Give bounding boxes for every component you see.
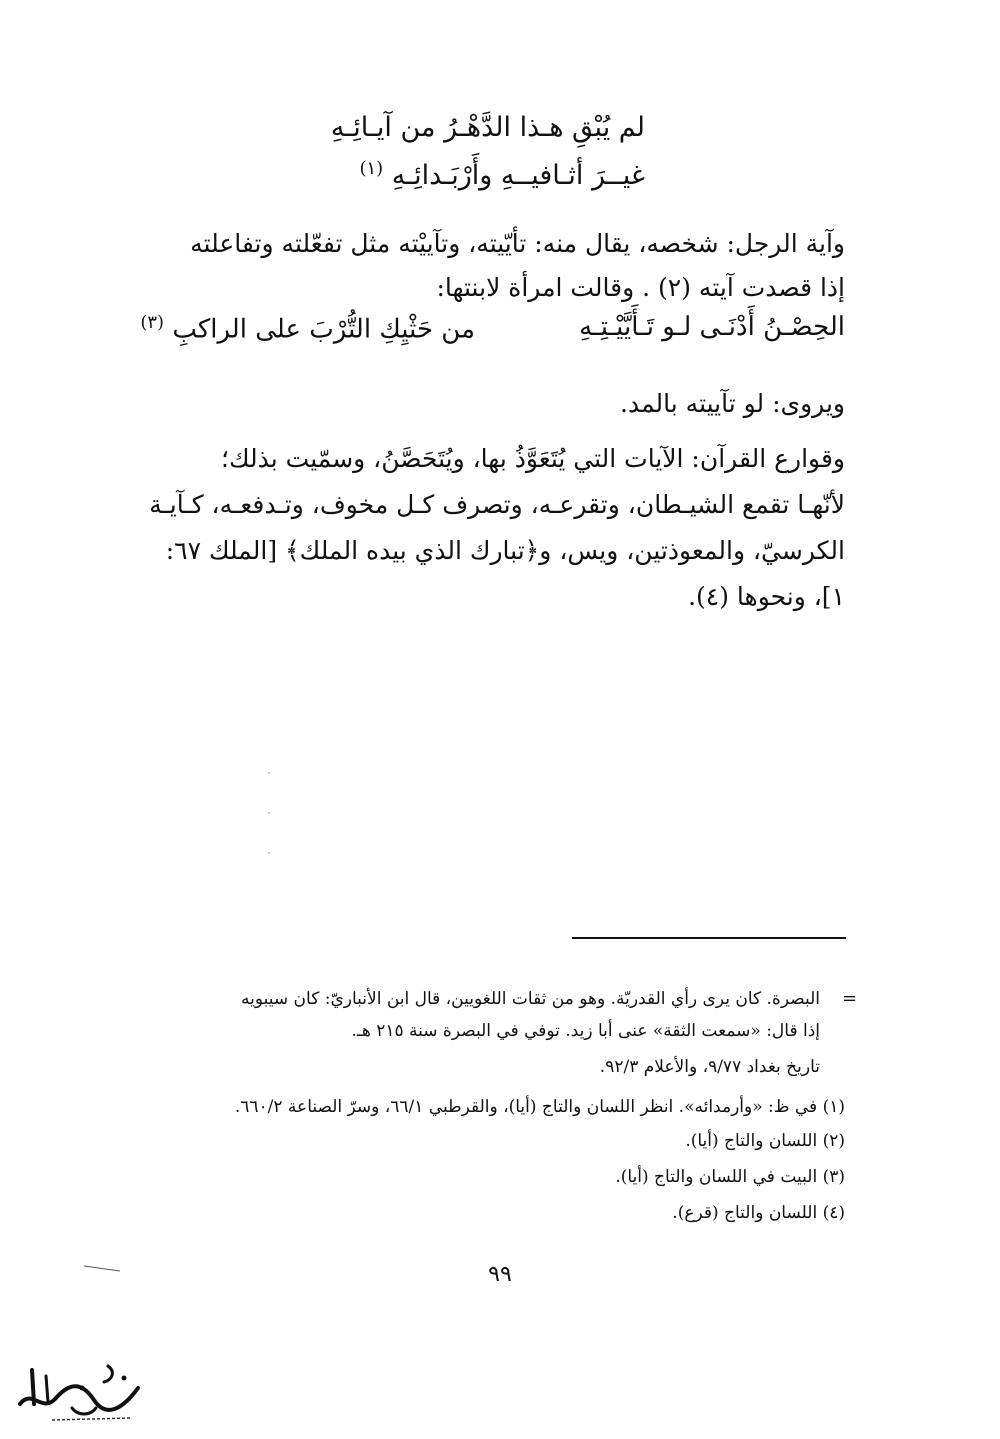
- scan-speck: [268, 852, 270, 854]
- paragraph-line: وآية الرجل: شخصه، يقال منه: تأيّيته، وتآييْته مثل تفعّلته وتفاعلته: [190, 229, 845, 258]
- scan-speck: [268, 812, 270, 814]
- scan-speck: [268, 772, 270, 774]
- footnote-1: (١) في ظ: «وأرمدائه». انظر اللسان والتاج (أيا)، والقرطبي ٦٦/١، وسرّ الصناعة ٦٦٠/٢.: [234, 1097, 845, 1117]
- paragraph-line: إذا قصدت آيته (٢) . وقالت امرأة لابنتها:: [436, 273, 845, 302]
- verse-line-1: لم يُبْقِ هـذا الدَّهْـرُ من آيـائِـهِ: [330, 112, 645, 143]
- paragraph-yurwa: ويروى: لو تآييته بالمد.: [620, 389, 845, 418]
- footnote-continued-line-1: البصرة. كان يرى رأي القدريّة. وهو من ثقات اللغويين، قال ابن الأنباريّ: كان سيبويه: [241, 989, 820, 1009]
- footnote-2: (٢) اللسان والتاج (أيا).: [685, 1131, 845, 1151]
- publisher-logo: [12, 1358, 146, 1426]
- footnote-continued-marker: =: [842, 988, 858, 1009]
- couplet-footnote-ref: (٣): [140, 312, 165, 333]
- footnote-separator: [572, 937, 846, 939]
- paragraph-line: لأنّهـا تقمع الشيـطان، وتقرعـه، وتصرف كـل مخوف، وتـدفعـه، كـآيـة: [149, 490, 845, 519]
- couplet-hemistich-2: [140, 312, 475, 345]
- scan-mark: [84, 1265, 120, 1271]
- footnote-continued-line-2: إذا قال: «سمعت الثقة» عنى أبا زيد. توفي في البصرة سنة ٢١٥ هـ.: [351, 1021, 820, 1041]
- paragraph-ayat-rajul: [145, 222, 845, 310]
- footnote-continued-line-3: تاريخ بغداد ٩/٧٧، والأعلام ٩٢/٣.: [599, 1057, 820, 1077]
- page-number: ٩٩: [488, 1262, 512, 1287]
- verse-line-2: [225, 158, 645, 191]
- calligraphy-logo-icon: [12, 1358, 146, 1426]
- footnote-3: (٣) البيت في اللسان والتاج (أيا).: [615, 1167, 845, 1187]
- verse-line-2-text: غيــرَ أثـافيــهِ وأَرْبَـدائِـهِ: [391, 160, 645, 191]
- poetry-couplet: [140, 312, 845, 362]
- paragraph-qawari: [145, 436, 845, 620]
- paragraph-line: الكرسيّ، والمعوذتين، ويس، و﴿تبارك الذي بيده الملك﴾ [الملك ٦٧:: [165, 536, 845, 565]
- footnote-4: (٤) اللسان والتاج (قرع).: [672, 1203, 845, 1223]
- couplet-hemistich-2-text: من حَثْيِكِ التُّرْبَ على الراكبِ: [172, 314, 475, 345]
- paragraph-line: ١]، ونحوها (٤).: [688, 582, 845, 611]
- paragraph-line: وقوارع القرآن: الآيات التي يُتَعَوَّذُ بها، ويُتَحَصَّنُ، وسمّيت بذلك؛: [221, 444, 845, 473]
- couplet-hemistich-1: الحِصْـنُ أَدْنَـى لـو تَـأَيَّيْـتِـهِ: [579, 312, 845, 342]
- verse-footnote-ref: (١): [359, 158, 384, 179]
